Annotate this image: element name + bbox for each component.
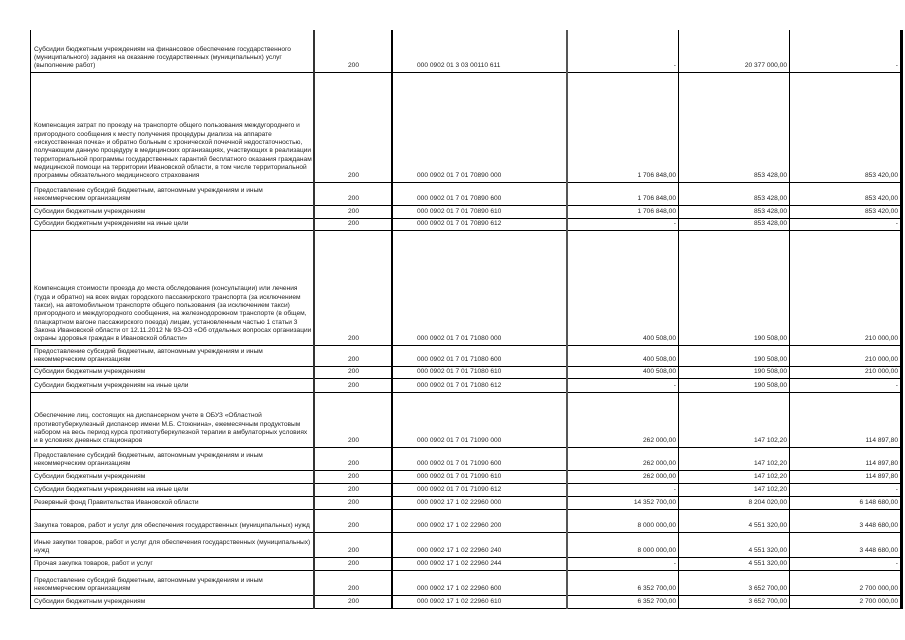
- row-value-3: 114 897,80: [790, 447, 902, 470]
- row-value-1: 400 508,00: [567, 366, 679, 378]
- table-row: [31, 392, 902, 447]
- row-classification-code: 000 0902 01 7 01 71080 600: [392, 345, 567, 366]
- row-value-1: 8 000 000,00: [567, 532, 679, 557]
- table-row: [31, 218, 902, 230]
- row-code: 200: [314, 570, 392, 595]
- row-code: 200: [314, 30, 392, 72]
- row-value-1: 262 000,00: [567, 447, 679, 470]
- table-row: [31, 345, 902, 366]
- row-description: Субсидии бюджетным учреждениям на финансовое обеспечение государственного (муниципального) задания на оказание государственных (муниципальных) услуг (выполнение работ): [31, 30, 315, 72]
- row-value-3: 2 700 000,00: [790, 595, 902, 608]
- row-classification-code: 000 0902 01 7 01 70890 612: [392, 218, 567, 230]
- row-classification-code: 000 0902 01 7 01 71090 000: [392, 392, 567, 447]
- row-value-3: 114 897,80: [790, 392, 902, 447]
- row-description: Субсидии бюджетным учреждениям: [31, 205, 315, 218]
- table-row: [31, 366, 902, 378]
- row-value-3: 853 420,00: [790, 72, 902, 182]
- row-description: Субсидии бюджетным учреждениям: [31, 366, 315, 378]
- row-value-1: 8 000 000,00: [567, 509, 679, 532]
- row-value-3: -: [790, 218, 902, 230]
- row-value-2: 853 428,00: [679, 72, 790, 182]
- row-code: 200: [314, 470, 392, 483]
- row-code: 200: [314, 72, 392, 182]
- row-code: 200: [314, 218, 392, 230]
- row-value-2: 8 204 020,00: [679, 496, 790, 509]
- row-value-3: 853 420,00: [790, 205, 902, 218]
- row-code: 200: [314, 595, 392, 608]
- row-value-2: 4 551 320,00: [679, 509, 790, 532]
- row-classification-code: 000 0902 01 7 01 70890 610: [392, 205, 567, 218]
- row-classification-code: 000 0902 01 7 01 71080 612: [392, 378, 567, 392]
- row-value-3: 210 000,00: [790, 230, 902, 345]
- row-code: 200: [314, 182, 392, 205]
- row-classification-code: 000 0902 01 7 01 71090 612: [392, 483, 567, 496]
- row-classification-code: 000 0902 17 1 02 22960 000: [392, 496, 567, 509]
- row-value-3: 2 700 000,00: [790, 570, 902, 595]
- row-value-1: -: [567, 483, 679, 496]
- row-value-3: 210 000,00: [790, 345, 902, 366]
- row-classification-code: 000 0902 17 1 02 22960 600: [392, 570, 567, 595]
- row-value-2: 190 508,00: [679, 366, 790, 378]
- row-value-1: 400 508,00: [567, 345, 679, 366]
- row-value-3: -: [790, 557, 902, 570]
- row-description: Прочая закупка товаров, работ и услуг: [31, 557, 315, 570]
- row-value-2: 147 102,20: [679, 392, 790, 447]
- row-value-1: 262 000,00: [567, 392, 679, 447]
- row-value-2: 190 508,00: [679, 230, 790, 345]
- row-value-1: 1 706 848,00: [567, 205, 679, 218]
- row-classification-code: 000 0902 01 7 01 71080 000: [392, 230, 567, 345]
- row-classification-code: 000 0902 01 7 01 71090 600: [392, 447, 567, 470]
- row-code: 200: [314, 205, 392, 218]
- table-row: [31, 30, 902, 72]
- row-value-1: 1 706 848,00: [567, 182, 679, 205]
- row-classification-code: 000 0902 17 1 02 22960 610: [392, 595, 567, 608]
- table-row: [31, 230, 902, 345]
- row-description: Субсидии бюджетным учреждениям: [31, 470, 315, 483]
- table-row: [31, 557, 902, 570]
- row-code: 200: [314, 447, 392, 470]
- table-row: [31, 532, 902, 557]
- row-description: Предоставление субсидий бюджетным, автономным учреждениям и иным некоммерческим организациям: [31, 447, 315, 470]
- row-classification-code: 000 0902 17 1 02 22960 240: [392, 532, 567, 557]
- row-value-2: 853 428,00: [679, 218, 790, 230]
- row-code: 200: [314, 532, 392, 557]
- row-value-2: 853 428,00: [679, 205, 790, 218]
- row-value-2: 190 508,00: [679, 345, 790, 366]
- row-value-3: 3 448 680,00: [790, 532, 902, 557]
- row-description: Предоставление субсидий бюджетным, автономным учреждениям и иным некоммерческим организациям: [31, 182, 315, 205]
- row-classification-code: 000 0902 01 3 03 00110 611: [392, 30, 567, 72]
- row-classification-code: 000 0902 17 1 02 22960 244: [392, 557, 567, 570]
- table-row: [31, 72, 902, 182]
- row-value-3: 853 420,00: [790, 182, 902, 205]
- row-code: 200: [314, 392, 392, 447]
- row-code: 200: [314, 557, 392, 570]
- table-row: [31, 205, 902, 218]
- table-row: [31, 470, 902, 483]
- row-code: 200: [314, 496, 392, 509]
- row-description: Субсидии бюджетным учреждениям: [31, 595, 315, 608]
- row-value-1: 262 000,00: [567, 470, 679, 483]
- row-classification-code: 000 0902 01 7 01 71090 610: [392, 470, 567, 483]
- row-code: 200: [314, 366, 392, 378]
- row-value-1: 6 352 700,00: [567, 595, 679, 608]
- row-value-3: -: [790, 30, 902, 72]
- row-value-2: 853 428,00: [679, 182, 790, 205]
- row-description: Закупка товаров, работ и услуг для обеспечения государственных (муниципальных) нужд: [31, 509, 315, 532]
- row-description: Иные закупки товаров, работ и услуг для обеспечения государственных (муниципальных) нужд: [31, 532, 315, 557]
- row-value-2: 3 652 700,00: [679, 570, 790, 595]
- table-row: [31, 570, 902, 595]
- row-value-2: 4 551 320,00: [679, 532, 790, 557]
- row-value-3: -: [790, 378, 902, 392]
- table-row: [31, 509, 902, 532]
- row-description: Субсидии бюджетным учреждениям на иные цели: [31, 483, 315, 496]
- row-classification-code: 000 0902 17 1 02 22960 200: [392, 509, 567, 532]
- row-value-1: -: [567, 30, 679, 72]
- row-value-1: 14 352 700,00: [567, 496, 679, 509]
- table-row: [31, 182, 902, 205]
- row-description: Компенсация затрат по проезду на транспорте общего пользования междугороднего и пригородного сообщения к месту получения процедуры диализа на аппарате «искусственная почка» и обратно больным с хронической почечной недостаточностью, получающим данную процедуру в медицинских организациях, участвующих в реализации территориальной программы государственных гарантий бесплатного оказания гражданам медицинской помощи на территории Ивановской области, в том числе территориальной программы обязательного медицинского страхования: [31, 72, 315, 182]
- budget-table-body: [31, 30, 902, 608]
- budget-table: [30, 30, 903, 609]
- row-value-1: 1 706 848,00: [567, 72, 679, 182]
- row-description: Компенсация стоимости проезда до места обследования (консультации) или лечения (туда и обратно) на всех видах городского пассажирского транспорта (за исключением такси), на автомобильном транспорте общего пользования (за исключением такси) пригородного и междугородного сообщения, на железнодорожном транспорте (в общем, плацкартном вагоне пассажирского поезда) лицам, установленным частью 1 статьи 3 Закона Ивановской области от 12.11.2012 № 93-ОЗ «Об отдельных вопросах организации охраны здоровья граждан в Ивановской области»: [31, 230, 315, 345]
- table-row: [31, 595, 902, 608]
- row-classification-code: 000 0902 01 7 01 70890 000: [392, 72, 567, 182]
- row-classification-code: 000 0902 01 7 01 70890 600: [392, 182, 567, 205]
- row-description: Предоставление субсидий бюджетным, автономным учреждениям и иным некоммерческим организациям: [31, 345, 315, 366]
- row-value-1: -: [567, 218, 679, 230]
- row-description: Резервный фонд Правительства Ивановской области: [31, 496, 315, 509]
- row-value-3: -: [790, 483, 902, 496]
- row-value-1: 6 352 700,00: [567, 570, 679, 595]
- row-value-3: 6 148 680,00: [790, 496, 902, 509]
- table-row: [31, 483, 902, 496]
- row-value-2: 3 652 700,00: [679, 595, 790, 608]
- row-code: 200: [314, 509, 392, 532]
- row-description: Субсидии бюджетным учреждениям на иные цели: [31, 378, 315, 392]
- row-value-2: 4 551 320,00: [679, 557, 790, 570]
- row-code: 200: [314, 230, 392, 345]
- row-description: Субсидии бюджетным учреждениям на иные цели: [31, 218, 315, 230]
- row-description: Предоставление субсидий бюджетным, автономным учреждениям и иным некоммерческим организациям: [31, 570, 315, 595]
- row-code: 200: [314, 378, 392, 392]
- table-row: [31, 378, 902, 392]
- row-classification-code: 000 0902 01 7 01 71080 610: [392, 366, 567, 378]
- row-value-2: 147 102,20: [679, 483, 790, 496]
- row-value-3: 210 000,00: [790, 366, 902, 378]
- row-value-3: 3 448 680,00: [790, 509, 902, 532]
- row-description: Обеспечение лиц, состоящих на диспансерном учете в ОБУЗ «Областной противотуберкулезный диспансер имени М.Б. Стоюнина», ежемесячным продуктовым набором на весь период курса противотуберкулезной терапии в амбулаторных условиях и в условиях дневных стационаров: [31, 392, 315, 447]
- row-value-2: 20 377 000,00: [679, 30, 790, 72]
- row-value-2: 147 102,20: [679, 470, 790, 483]
- table-row: [31, 496, 902, 509]
- table-row: [31, 447, 902, 470]
- row-value-2: 190 508,00: [679, 378, 790, 392]
- row-value-1: -: [567, 557, 679, 570]
- row-code: 200: [314, 345, 392, 366]
- row-value-1: -: [567, 378, 679, 392]
- row-value-2: 147 102,20: [679, 447, 790, 470]
- row-value-3: 114 897,80: [790, 470, 902, 483]
- row-value-1: 400 508,00: [567, 230, 679, 345]
- row-code: 200: [314, 483, 392, 496]
